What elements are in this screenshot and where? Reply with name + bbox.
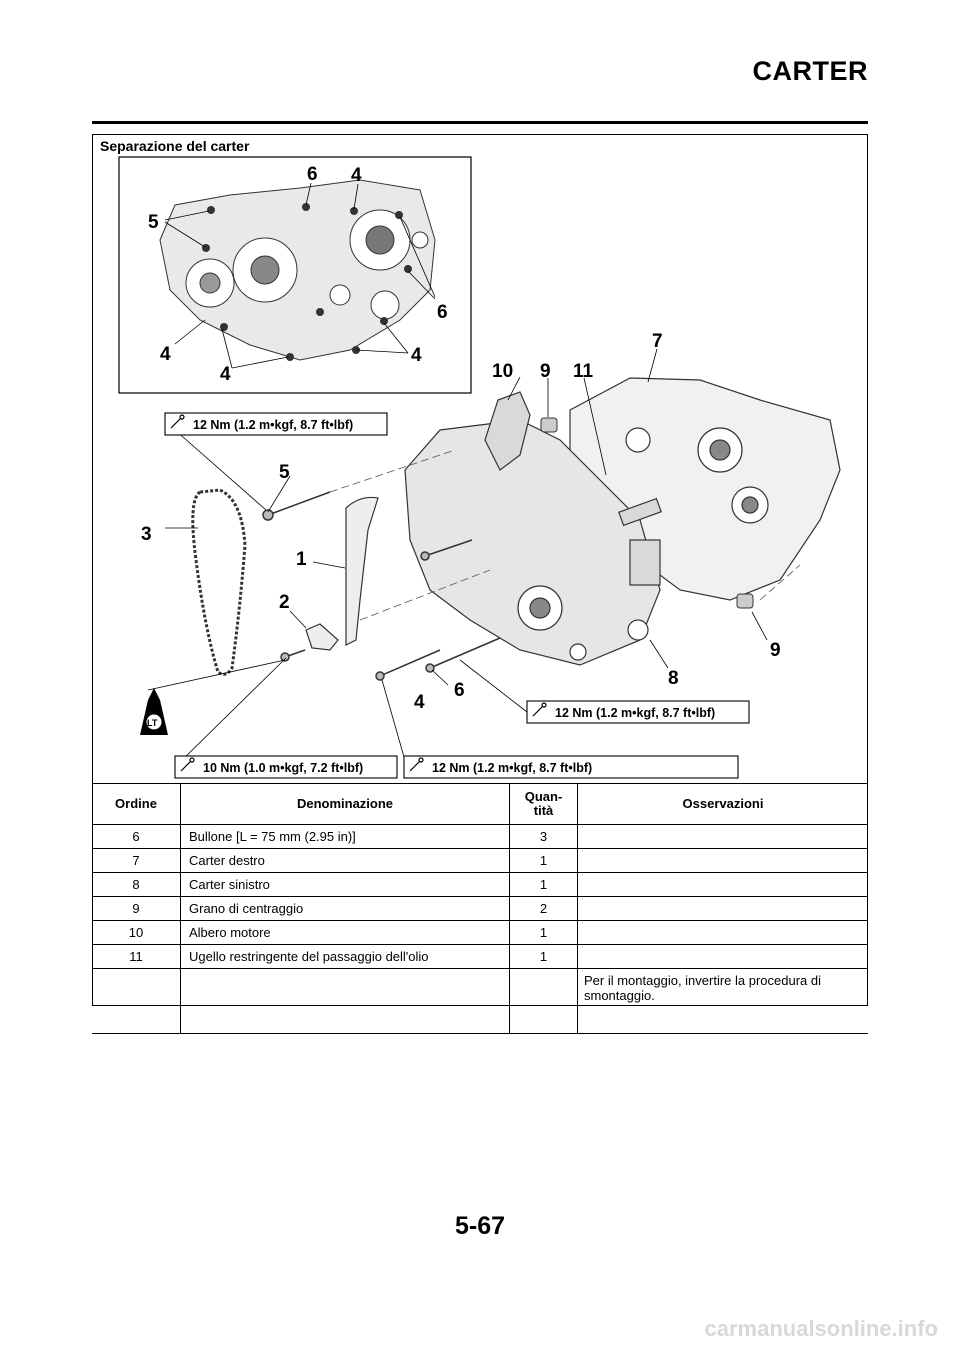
row-name: Carter sinistro: [181, 873, 510, 897]
header-name: Denominazione: [181, 784, 510, 825]
row-notes: [578, 945, 869, 969]
row-order: 11: [92, 945, 181, 969]
row-qty: 1: [510, 873, 578, 897]
table-row: [92, 849, 868, 873]
callout-7: 7: [652, 331, 663, 352]
inset-callout-4-right: 4: [411, 345, 422, 366]
torque-spec-right: 12 Nm (1.2 m•kgf, 8.7 ft•lbf): [555, 706, 716, 720]
table-footer-row: [92, 969, 868, 1034]
callout-10: 10: [492, 361, 514, 382]
row-name: Albero motore: [181, 921, 510, 945]
row-notes: [578, 825, 869, 849]
torque-spec-bottom-left: 10 Nm (1.0 m•kgf, 7.2 ft•lbf): [203, 761, 364, 775]
torque-box-bottom-right: [404, 756, 738, 778]
footer-note: Per il montaggio, invertire la procedura di smontaggio.: [578, 969, 869, 1034]
callout-5: 5: [279, 462, 290, 483]
table-row: [92, 825, 868, 849]
callout-1: 1: [296, 549, 307, 570]
parts-table: [92, 783, 868, 1034]
row-order: 9: [92, 897, 181, 921]
table-header-row: [92, 784, 868, 825]
header-notes: Osservazioni: [578, 784, 869, 825]
row-order: 6: [92, 825, 181, 849]
callout-9-bottom: 9: [770, 640, 781, 661]
inset-callout-4-bottom: 4: [220, 364, 231, 385]
inset-callout-6-top: 6: [307, 164, 318, 185]
row-name: Grano di centraggio: [181, 897, 510, 921]
torque-spec-bottom-right: 12 Nm (1.2 m•kgf, 8.7 ft•lbf): [432, 761, 593, 775]
row-qty: 3: [510, 825, 578, 849]
table-row: [92, 921, 868, 945]
callout-4: 4: [414, 692, 425, 713]
header-qty: Quan- tità: [510, 784, 578, 825]
watermark: carmanualsonline.info: [704, 1316, 938, 1341]
torque-box-bottom-left: [175, 756, 397, 778]
footer-order: [92, 969, 181, 1034]
table-row: [92, 945, 868, 969]
callout-6: 6: [454, 680, 465, 701]
row-notes: [578, 921, 869, 945]
callout-11: 11: [573, 361, 594, 382]
row-order: 8: [92, 873, 181, 897]
callout-2: 2: [279, 592, 290, 613]
chain-guide-drawing: [306, 497, 378, 650]
section-title: Separazione del carter: [100, 138, 250, 154]
row-qty: 1: [510, 945, 578, 969]
footer-name: [181, 969, 510, 1034]
row-notes: [578, 873, 869, 897]
table-row: [92, 897, 868, 921]
exploded-diagram: [93, 155, 868, 783]
callout-3: 3: [141, 524, 152, 545]
row-name: Bullone [L = 75 mm (2.95 in)]: [181, 825, 510, 849]
row-qty: 1: [510, 849, 578, 873]
torque-box-right: [527, 701, 749, 723]
torque-box-top: [165, 413, 387, 435]
lt-label: LT: [147, 718, 158, 728]
cam-chain-drawing: [193, 490, 245, 674]
inset-callout-4-left: 4: [160, 344, 171, 365]
row-order: 7: [92, 849, 181, 873]
callout-8: 8: [668, 668, 679, 689]
torque-spec-top: 12 Nm (1.2 m•kgf, 8.7 ft•lbf): [193, 418, 354, 432]
callout-9-top: 9: [540, 361, 551, 382]
table-row: [92, 873, 868, 897]
page-number: 5-67: [454, 1212, 506, 1240]
row-order: 10: [92, 921, 181, 945]
row-name: Carter destro: [181, 849, 510, 873]
header-order: Ordine: [92, 784, 181, 825]
row-notes: [578, 849, 869, 873]
inset-callout-4-top: 4: [351, 165, 362, 186]
inset-callout-5: 5: [148, 212, 159, 233]
title-rule: [92, 121, 868, 124]
footer-qty: [510, 969, 578, 1034]
row-qty: 2: [510, 897, 578, 921]
page-title: CARTER: [752, 56, 868, 86]
row-notes: [578, 897, 869, 921]
row-qty: 1: [510, 921, 578, 945]
row-name: Ugello restringente del passaggio dell'olio: [181, 945, 510, 969]
inset-callout-6-right: 6: [437, 302, 448, 323]
